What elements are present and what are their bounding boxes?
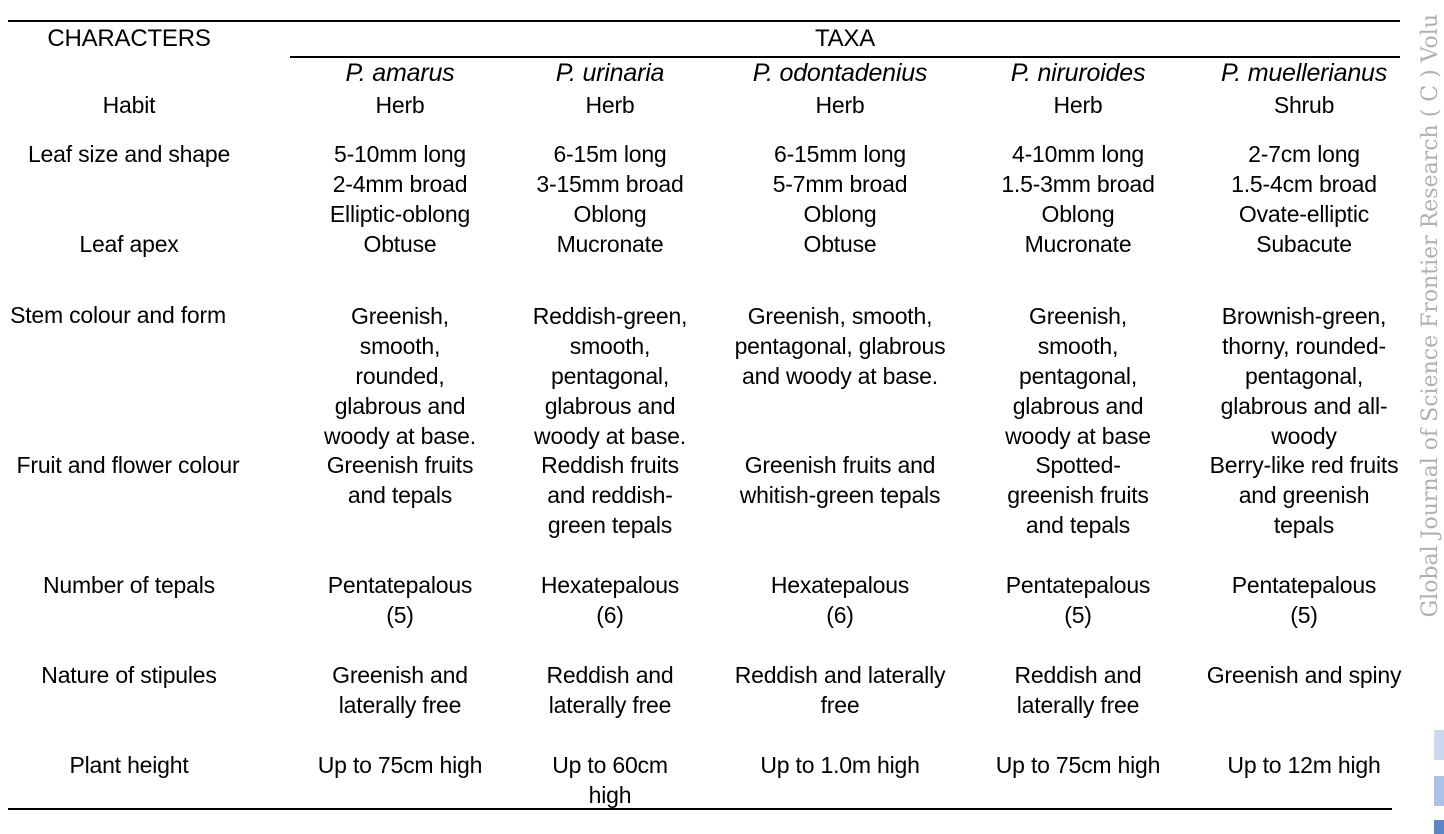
table-cell: Greenish and laterally free [332,662,468,718]
table-cell: Up to 12m high [1227,752,1381,778]
table-cell: Mucronate [1024,231,1132,257]
taxon-header: P. urinaria [555,59,665,87]
journal-margin [1418,0,1444,834]
table-cell: Reddish and laterally free [734,662,946,718]
characters-header: CHARACTERS [47,25,211,52]
table-cell: Greenish and spiny [1206,662,1402,688]
table-cell: Reddish fruits and reddish- green tepals [541,452,679,538]
table-cell: Reddish and laterally free [546,662,674,718]
table-cell: Obtuse [803,231,877,257]
table-cell: Berry-like red fruits and greenish tepals [1209,452,1399,538]
table-cell: Hexatepalous (6) [540,572,680,628]
row-label: Nature of stipules [41,662,217,688]
table-cell: Herb [1053,92,1103,118]
row-label: Leaf apex [79,231,179,257]
table-cell: Herb [375,92,425,118]
row-label: Fruit and flower colour [16,452,240,478]
table-cell: 5-10mm long 2-4mm broad Elliptic-oblong [329,141,471,227]
table-cell: Hexatepalous (6) [770,572,910,628]
table-cell: Pentatepalous (5) [327,572,473,628]
margin-color-block [1434,730,1444,760]
row-label: Leaf size and shape [27,141,231,167]
table-cell: Greenish fruits and whitish-green tepals [739,452,941,508]
table-cell: Greenish, smooth, pentagonal, glabrous and woody at base. [734,303,946,389]
journal-margin-text: Global Journal of Science Frontier Research ( C ) Volu [1418,14,1443,618]
table-cell: 2-7cm long 1.5-4cm broad Ovate-elliptic [1231,141,1377,227]
taxa-header: TAXA [814,25,876,52]
table-cell: 6-15m long 3-15mm broad Oblong [536,141,684,227]
table-cell: Up to 1.0m high [760,752,920,778]
table-cell: Shrub [1273,92,1335,118]
table-cell: Reddish-green, smooth, pentagonal, glabrous and woody at base. [532,303,688,449]
row-label: Habit [102,92,156,118]
taxon-header: P. niruroides [1010,59,1146,87]
taxon-header: P. amarus [345,59,455,87]
table-cell: Greenish, smooth, rounded, glabrous and woody at base. [324,303,476,449]
table-cell: Herb [585,92,635,118]
table-cell: Brownish-green, thorny, rounded- pentagonal, glabrous and all- woody [1220,303,1388,449]
table-cell: Obtuse [363,231,437,257]
table-cell: Greenish fruits and tepals [326,452,474,508]
table-cell: Spotted- greenish fruits and tepals [1007,452,1149,538]
taxon-header: P. odontadenius [752,59,928,87]
row-label: Plant height [69,752,189,778]
table-cell: Herb [815,92,865,118]
table-cell: Reddish and laterally free [1014,662,1142,718]
table-cell: Up to 75cm high [995,752,1161,778]
table-cell: 4-10mm long 1.5-3mm broad Oblong [1001,141,1155,227]
table-cell: Up to 60cm high [552,752,668,808]
table-cell: 6-15mm long 5-7mm broad Oblong [772,141,908,227]
margin-color-block [1434,820,1444,834]
taxon-header: P. muellerianus [1220,59,1388,87]
table-cell: Pentatepalous (5) [1231,572,1377,628]
margin-color-block [1434,776,1444,806]
row-label: Stem colour and form [10,302,226,328]
table-cell: Pentatepalous (5) [1005,572,1151,628]
table-cell: Subacute [1256,231,1352,257]
row-label: Number of tepals [43,572,215,598]
table-cell: Up to 75cm high [317,752,483,778]
table-cell: Greenish, smooth, pentagonal, glabrous and woody at base [1005,303,1151,449]
table-cell: Mucronate [556,231,664,257]
